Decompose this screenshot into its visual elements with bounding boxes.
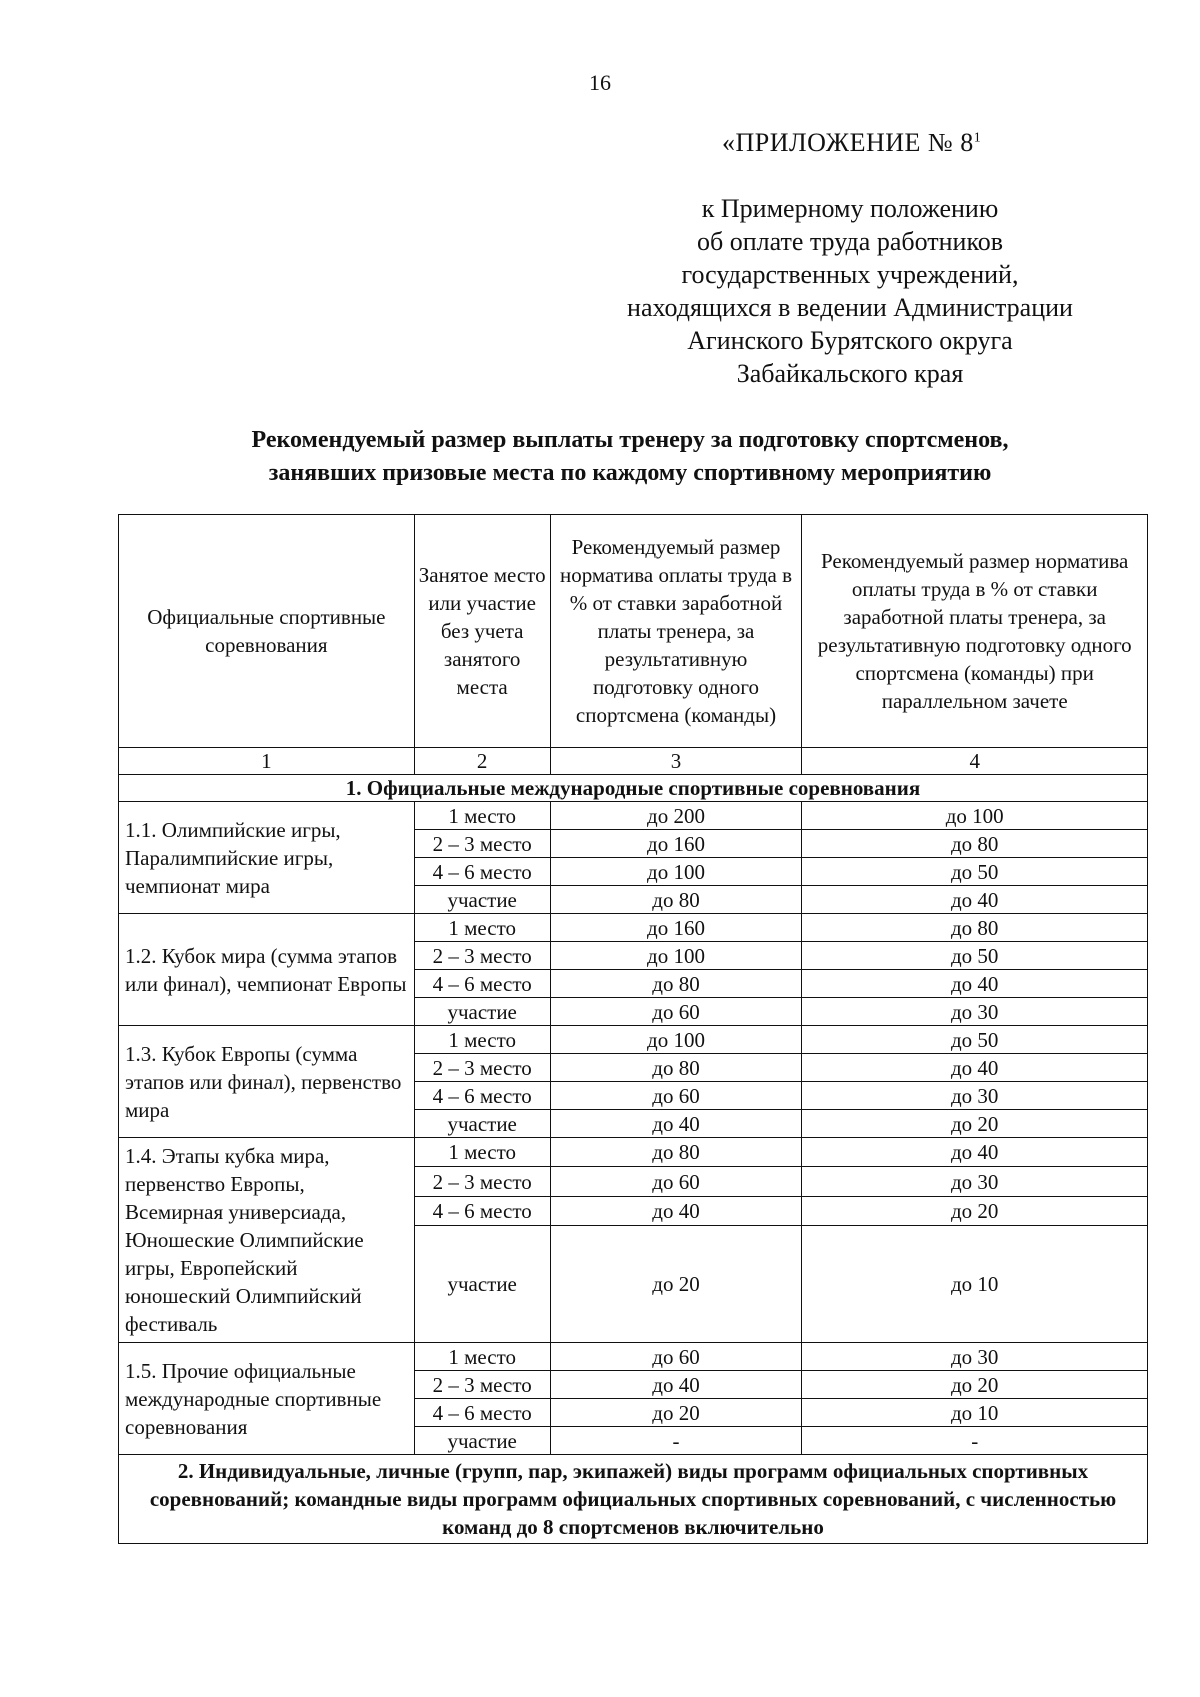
place-cell: 2 – 3 место [414,942,550,970]
rate-cell: до 60 [550,1167,802,1196]
rate-cell: до 100 [550,1026,802,1054]
rate-parallel-cell: до 20 [802,1371,1148,1399]
place-cell: 2 – 3 место [414,1054,550,1082]
rate-parallel-cell: до 100 [802,802,1148,830]
rate-parallel-cell: до 80 [802,914,1148,942]
competition-name-text: 1.5. Прочие официальные международные спортивные соревнования [125,1358,382,1439]
rate-parallel-cell: до 80 [802,830,1148,858]
place-cell: 1 место [414,802,550,830]
payment-table [118,514,1148,1544]
section-heading-row [119,775,1148,802]
heading-line: Рекомендуемый размер выплаты тренеру за подготовку спортсменов, [251,427,1009,453]
place-cell: участие [414,886,550,914]
place-cell: 2 – 3 место [414,830,550,858]
section-2-heading: 2. Индивидуальные, личные (групп, пар, экипажей) виды программ официальных спортивных соревнований; командные виды программ официальных спортивных соревнований, с численностью команд до 8 спортсменов включительно [119,1455,1148,1544]
heading-line: занявших призовые места по каждому спортивному мероприятию [268,460,992,486]
place-cell: 4 – 6 место [414,1399,550,1427]
rate-parallel-cell: до 30 [802,1343,1148,1371]
rate-parallel-cell: до 40 [802,1054,1148,1082]
rate-cell: до 80 [550,1138,802,1167]
column-number-row [119,748,1148,775]
place-cell: 4 – 6 место [414,970,550,998]
column-number: 3 [550,748,802,775]
rate-cell: до 60 [550,1082,802,1110]
rate-cell: до 100 [550,942,802,970]
section-1-heading: 1. Официальные международные спортивные соревнования [119,775,1148,802]
subtitle-line: Забайкальского края [736,359,964,388]
competition-name [119,1343,415,1455]
place-cell: 1 место [414,1026,550,1054]
competition-name [119,914,415,1026]
place-cell: 1 место [414,1343,550,1371]
rate-parallel-cell: до 20 [802,1110,1148,1138]
place-cell: 1 место [414,914,550,942]
place-cell: 4 – 6 место [414,1082,550,1110]
rate-cell: до 20 [550,1226,802,1343]
appendix-title-text: «ПРИЛОЖЕНИЕ № 8 [722,128,974,157]
rate-cell: до 80 [550,970,802,998]
rate-parallel-cell: до 20 [802,1196,1148,1225]
rate-parallel-cell: до 50 [802,942,1148,970]
document-heading [150,424,1110,490]
table-row [119,1138,1148,1167]
competition-name [119,1026,415,1138]
rate-parallel-cell: до 50 [802,1026,1148,1054]
column-number: 1 [119,748,415,775]
appendix-title-superscript: 1 [973,130,982,146]
table-row [119,914,1148,942]
table-row [119,1026,1148,1054]
place-cell: участие [414,1110,550,1138]
rate-cell: до 40 [550,1110,802,1138]
table-row [119,1343,1148,1371]
place-cell: 4 – 6 место [414,858,550,886]
competition-name-text: 1.4. Этапы кубка мира, первенство Европы, Всемирная универсиада, Юношеские Олимпийские игры, Европейский юношеский Олимпийский фестиваль [125,1144,364,1336]
table-row [119,802,1148,830]
rate-cell: до 40 [550,1371,802,1399]
header-competitions: Официальные спортивные соревнования [119,515,415,748]
subtitle-line: Агинского Бурятского округа [687,326,1013,355]
competition-name [119,1138,415,1343]
header-rate: Рекомендуемый размер норматива оплаты труда в % от ставки заработной платы тренера, за результативную подготовку одного спортсмена (команды) [550,515,802,748]
rate-cell: до 200 [550,802,802,830]
column-number: 2 [414,748,550,775]
rate-cell: до 80 [550,886,802,914]
section-heading-row [119,1455,1148,1544]
subtitle-line: к Примерному положению [701,194,999,223]
header-place: Занятое место или участие без учета занятого места [414,515,550,748]
rate-cell: до 60 [550,1343,802,1371]
rate-parallel-cell: до 10 [802,1226,1148,1343]
place-cell: участие [414,1226,550,1343]
rate-cell: до 160 [550,914,802,942]
competition-name [119,802,415,914]
place-cell: 2 – 3 место [414,1167,550,1196]
place-cell: участие [414,1427,550,1455]
rate-cell: до 160 [550,830,802,858]
rate-cell: до 60 [550,998,802,1026]
subtitle-line: находящихся в ведении Администрации [627,293,1073,322]
appendix-subtitle [600,192,1100,390]
competition-name-text: 1.2. Кубок мира (сумма этапов или финал), чемпионат Европы [125,943,407,996]
rate-parallel-cell: до 30 [802,1082,1148,1110]
column-number: 4 [802,748,1148,775]
place-cell: 2 – 3 место [414,1371,550,1399]
subtitle-line: государственных учреждений, [681,260,1019,289]
rate-cell: до 20 [550,1399,802,1427]
table-header-row [119,515,1148,748]
rate-parallel-cell: - [802,1427,1148,1455]
subtitle-line: об оплате труда работников [696,227,1004,256]
rate-parallel-cell: до 40 [802,1138,1148,1167]
header-rate-parallel: Рекомендуемый размер норматива оплаты труда в % от ставки заработной платы тренера, за результативную подготовку одного спортсмена (команды) при параллельном зачете [802,515,1148,748]
rate-parallel-cell: до 50 [802,858,1148,886]
rate-cell: до 80 [550,1054,802,1082]
place-cell: 4 – 6 место [414,1196,550,1225]
page-number: 16 [589,70,611,95]
rate-parallel-cell: до 10 [802,1399,1148,1427]
place-cell: 1 место [414,1138,550,1167]
competition-name-text: 1.1. Олимпийские игры, Паралимпийские игры, чемпионат мира [125,817,341,898]
rate-parallel-cell: до 30 [802,998,1148,1026]
appendix-title [722,128,981,158]
rate-parallel-cell: до 40 [802,886,1148,914]
rate-parallel-cell: до 40 [802,970,1148,998]
rate-parallel-cell: до 30 [802,1167,1148,1196]
rate-cell: до 40 [550,1196,802,1225]
place-cell: участие [414,998,550,1026]
rate-cell: - [550,1427,802,1455]
competition-name-text: 1.3. Кубок Европы (сумма этапов или финал), первенство мира [125,1041,402,1122]
rate-cell: до 100 [550,858,802,886]
